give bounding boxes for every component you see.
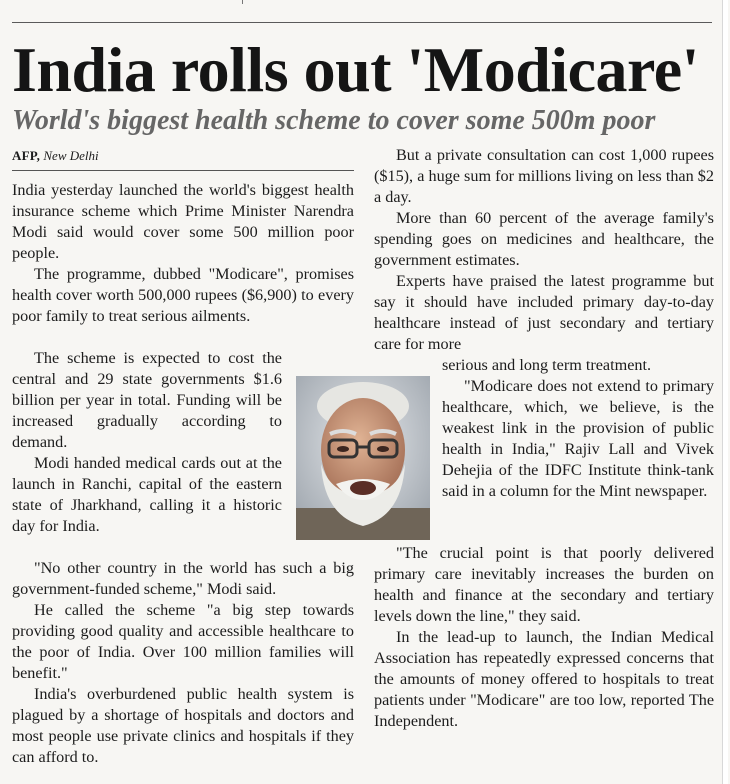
paragraph-7: India's overburdened public health system is plagued by a shortage of hospitals and doctors and most people use private clinics and hospitals if they can afford to. bbox=[12, 685, 354, 766]
body-column-right-top bbox=[374, 145, 714, 355]
paragraph-8: But a private consultation can cost 1,000 rupees ($15), a huge sum for millions living on less than $2 a day. bbox=[374, 146, 714, 206]
column-rule-tick bbox=[242, 0, 243, 4]
portrait-photo-icon bbox=[296, 376, 430, 540]
paragraph-3: The scheme is expected to cost the central and 29 state governments $1.6 billion per year in total. Funding will be increased gradually according to demand. bbox=[12, 349, 282, 451]
body-column-right-bottom bbox=[374, 543, 714, 732]
paragraph-13: In the lead-up to launch, the Indian Medical Association has repeatedly expressed concerns that the amounts of money offered to hospitals to treat patients under "Modicare" are too low, reported The Independent. bbox=[374, 628, 714, 730]
body-column-left-wrap bbox=[12, 348, 282, 537]
headline: India rolls out 'Modicare' bbox=[12, 34, 699, 105]
paragraph-5: "No other country in the world has such a big government-funded scheme," Modi said. bbox=[12, 559, 354, 598]
body-column-left-bottom bbox=[12, 558, 354, 768]
paragraph-10: Experts have praised the latest programme but say it should have included primary day-to-day healthcare instead of just secondary and tertiary care for more bbox=[374, 272, 714, 353]
paragraph-10-continued: serious and long term treatment. bbox=[442, 356, 652, 374]
paragraph-2: The programme, dubbed "Modicare", promises health cover worth 500,000 rupees ($6,900) to every poor family to treat serious ailments. bbox=[12, 265, 354, 325]
body-column-left-top bbox=[12, 180, 354, 327]
paragraph-12: "The crucial point is that poorly delivered primary care inevitably increases the burden on health and finance at the secondary and tertiary levels down the line," they said. bbox=[374, 544, 714, 625]
paragraph-11: "Modicare does not extend to primary healthcare, which, we believe, is the weakest link in the provision of public health in India," Rajiv Lall and Vivek Dehejia of the IDFC Institute think-tank said in a column for the Mint newspaper. bbox=[442, 377, 714, 500]
subheadline: World's biggest health scheme to cover some 500m poor bbox=[12, 105, 656, 136]
byline-agency: AFP, bbox=[12, 148, 41, 163]
paragraph-9: More than 60 percent of the average family's spending goes on medicines and healthcare, the government estimates. bbox=[374, 209, 714, 269]
modi-portrait-photo bbox=[296, 376, 430, 540]
top-rule bbox=[12, 22, 712, 23]
paragraph-6: He called the scheme "a big step towards providing good quality and accessible healthcare to the poor of India. Over 100 million families will benefit." bbox=[12, 601, 354, 682]
paragraph-1: India yesterday launched the world's biggest health insurance scheme which Prime Minister Narendra Modi said would cover some 500 million poor people. bbox=[12, 181, 354, 262]
page-edge bbox=[722, 0, 728, 784]
body-column-right-wrap bbox=[442, 355, 714, 502]
byline-place: New Delhi bbox=[43, 148, 99, 163]
paragraph-4: Modi handed medical cards out at the launch in Ranchi, capital of the eastern state of Jharkhand, calling it a historic day for India. bbox=[12, 454, 282, 535]
byline bbox=[12, 147, 354, 171]
